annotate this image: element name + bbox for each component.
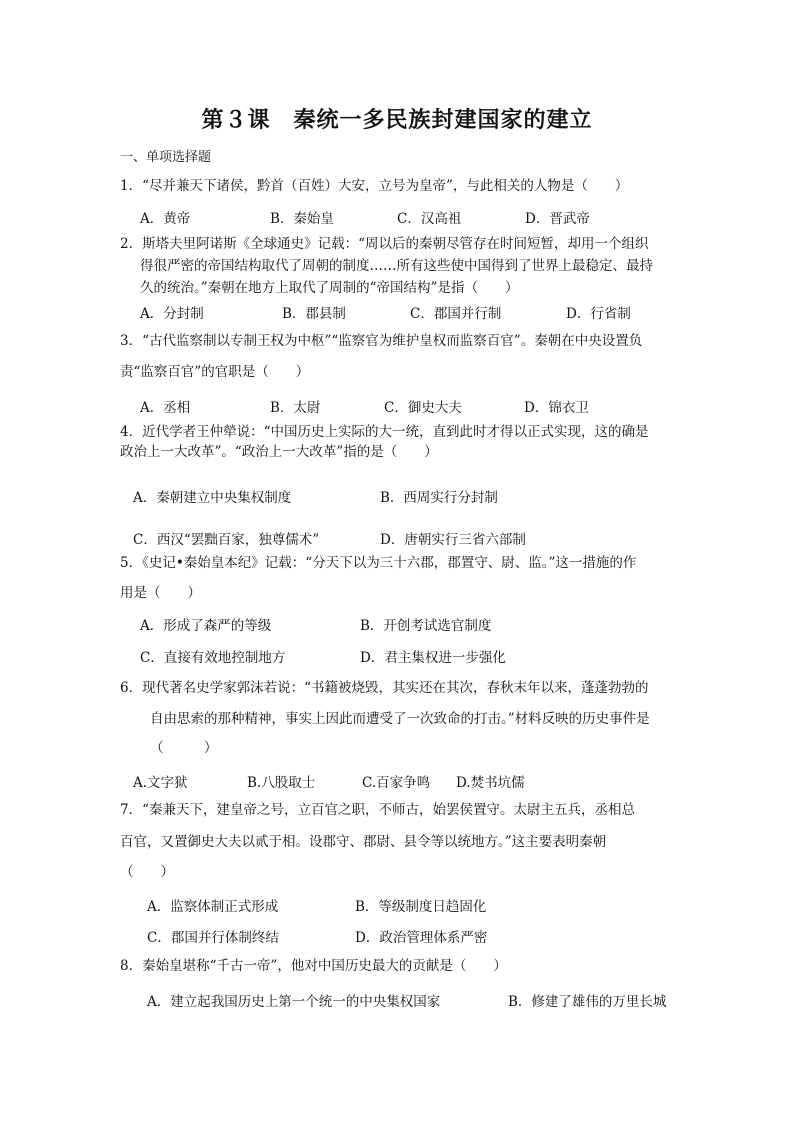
option-c: C．郡国并行制 xyxy=(410,306,502,322)
question-stem: 用是（ ） xyxy=(120,585,201,601)
option-c: C．御史大夫 xyxy=(384,400,462,416)
option-d: D．政治管理体系严密 xyxy=(355,930,488,946)
option-d: D．行省制 xyxy=(566,306,631,322)
option-c: C．汉高祖 xyxy=(397,211,462,227)
option-d: D.焚书坑儒 xyxy=(456,775,525,791)
option-a: A．分封制 xyxy=(140,306,204,322)
page-title: 第３课 秦统一多民族封建国家的建立 xyxy=(201,107,593,133)
option-c: C．西汉“罢黜百家，独尊儒术” xyxy=(133,532,320,548)
option-b: B．郡县制 xyxy=(282,306,346,322)
option-b: B．修建了雄伟的万里长城 xyxy=(508,994,667,1010)
option-d: D．晋武帝 xyxy=(525,211,590,227)
question-stem: （ ） xyxy=(150,740,218,756)
option-c: C.百家争鸣 xyxy=(362,775,431,791)
option-a: A．秦朝建立中央集权制度 xyxy=(133,490,292,506)
question-stem: 久的统治。”秦朝在地方上取代了周制的“帝国结构”是指（ ） xyxy=(140,280,519,296)
option-a: A．形成了森严的等级 xyxy=(140,618,272,634)
question-stem: （ ） xyxy=(120,864,174,880)
question-stem: 2．斯塔夫里阿诺斯《全球通史》记载：“周以后的秦朝尽管存在时间短暂，却用一个组织 xyxy=(120,236,649,252)
question-stem: 7．“秦兼天下，建皇帝之号，立百官之职，不师古，始罢侯置守。太尉主五兵，丞相总 xyxy=(120,802,635,818)
question-stem: 百官，又置御史大夫以贰于相。设郡守、郡尉、县令等以统地方。”这主要表明秦朝 xyxy=(120,834,607,850)
option-a: A．丞相 xyxy=(140,400,191,416)
section-heading: 一、单项选择题 xyxy=(120,150,212,165)
question-stem: 得很严密的帝国结构取代了周朝的制度……所有这些使中国得到了世界上最稳定、最持 xyxy=(140,258,653,274)
question-stem: 8．秦始皇堪称“千古一帝”，他对中国历史最大的贡献是（ ） xyxy=(120,958,507,974)
option-a: A．建立起我国历史上第一个统一的中央集权国家 xyxy=(147,994,441,1010)
question-stem: 政治上一大改革”。“政治上一大改革”指的是（ ） xyxy=(120,444,438,460)
option-d: D．锦衣卫 xyxy=(524,400,589,416)
option-b: B．西周实行分封制 xyxy=(380,490,498,506)
option-a: A．黄帝 xyxy=(140,211,191,227)
question-stem: 5．《史记•秦始皇本纪》记载：“分天下以为三十六郡，郡置守、尉、监。”这一措施的作 xyxy=(120,555,637,571)
option-b: B．开创考试选官制度 xyxy=(360,618,492,634)
option-d: D．唐朝实行三省六部制 xyxy=(380,532,526,548)
question-stem: 1．“尽并兼天下诸侯，黔首（百姓）大安，立号为皇帝”，与此相关的人物是（ ） xyxy=(120,178,629,194)
question-stem: 自由思索的那种精神，事实上因此而遭受了一次致命的打击。”材料反映的历史事件是 xyxy=(150,711,650,727)
option-c: C．直接有效地控制地方 xyxy=(140,650,286,666)
option-c: C．郡国并行体制终结 xyxy=(147,930,279,946)
question-stem: 3．“古代监察制以专制王权为中枢”“监察官为维护皇权而监察百官”。秦朝在中央设置负 xyxy=(120,333,643,349)
option-d: D．君主集权进一步强化 xyxy=(360,650,506,666)
option-b: B．秦始皇 xyxy=(270,211,334,227)
option-b: B．等级制度日趋固化 xyxy=(355,899,487,915)
option-b: B．太尉 xyxy=(270,400,321,416)
option-a: A.文字狱 xyxy=(133,775,188,791)
question-stem: 4．近代学者王仲犖说：“中国历史上实际的大一统，直到此时才得以正式实现，这的确是 xyxy=(120,424,649,440)
option-b: B.八股取士 xyxy=(247,775,316,791)
option-a: A．监察体制正式形成 xyxy=(147,899,279,915)
question-stem: 6．现代著名史学家郭沫若说：“书籍被烧毁，其实还在其次，春秋末年以来，蓬蓬勃勃的 xyxy=(120,680,649,696)
question-stem: 责“监察百官”的官职是（ ） xyxy=(120,364,310,380)
